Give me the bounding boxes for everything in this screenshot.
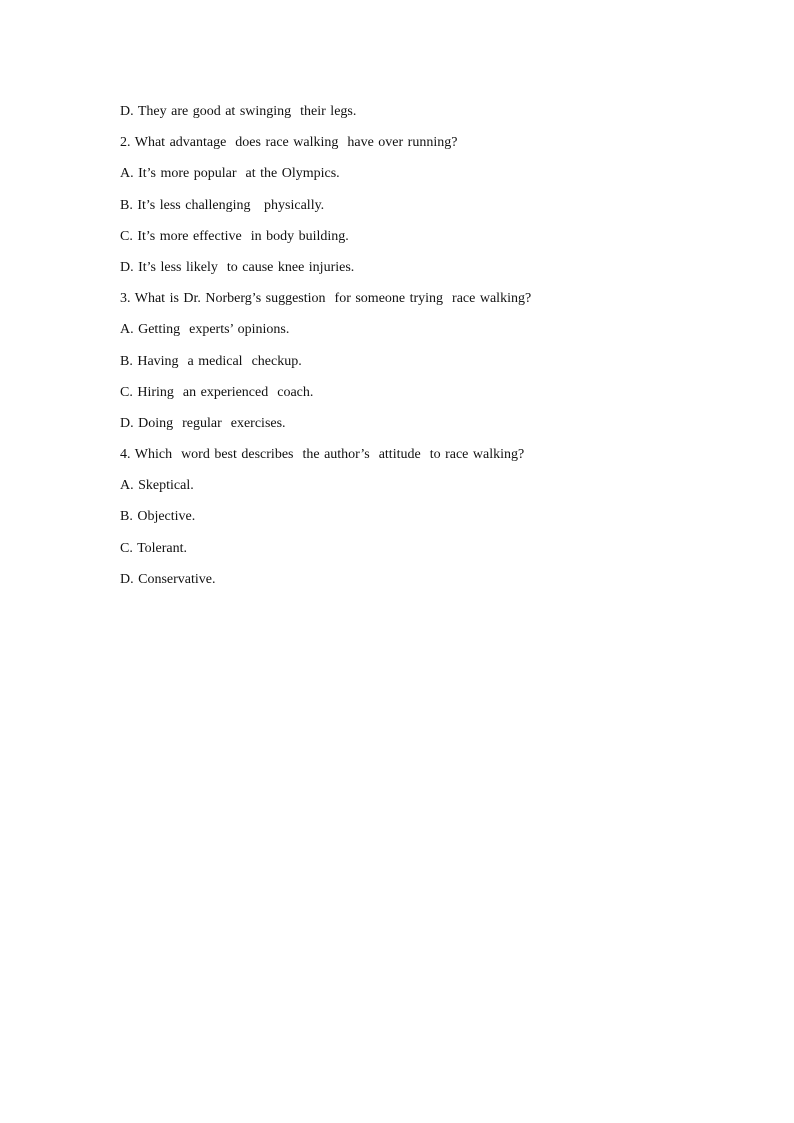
option-3b: B. Having a medical checkup.: [120, 353, 302, 369]
option-4a: A. Skeptical.: [120, 478, 194, 494]
option-4b: B. Objective.: [120, 509, 196, 525]
option-1d: D. They are good at swinging their legs.: [120, 104, 357, 119]
option-4d: D. Conservative.: [120, 571, 216, 587]
option-2b: B. It’s less challenging physically.: [120, 197, 325, 213]
option-2c: C. It’s more effective in body building.: [120, 228, 349, 244]
question-block: [120, 101, 680, 600]
option-2a: A. It’s more popular at the Olympics.: [120, 166, 340, 182]
option-3c: C. Hiring an experienced coach.: [120, 384, 314, 400]
question-4: 4. Which word best describes the author’s attitude to race walking?: [120, 447, 525, 463]
option-3a: A. Getting experts’ opinions.: [120, 322, 290, 338]
option-3d: D. Doing regular exercises.: [120, 415, 286, 431]
question-3: 3. What is Dr. Norberg’s suggestion for someone trying race walking?: [120, 291, 532, 307]
question-2: 2. What advantage does race walking have over running?: [120, 135, 458, 151]
option-2d: D. It’s less likely to cause knee injuries.: [120, 259, 355, 275]
option-4c: C. Tolerant.: [120, 540, 188, 556]
